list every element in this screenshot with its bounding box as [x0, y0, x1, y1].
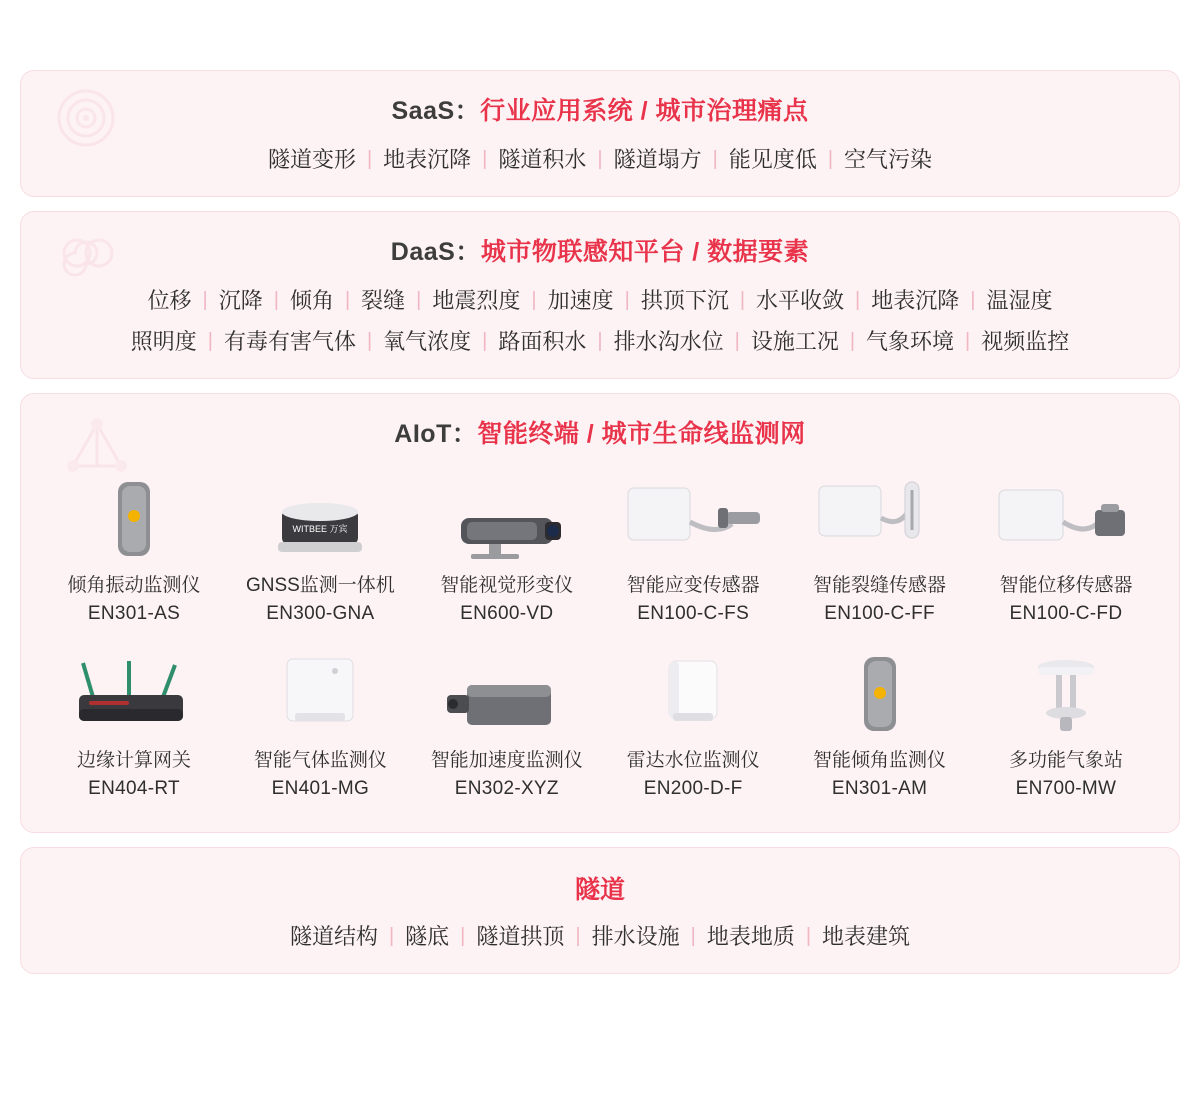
device-card[interactable]	[981, 645, 1151, 802]
device-model: EN302-XYZ	[454, 777, 559, 799]
chip-separator: |	[207, 329, 213, 352]
chip-separator: |	[531, 288, 537, 311]
device-card[interactable]	[981, 470, 1151, 627]
chip-item: 隧道变形	[267, 147, 356, 172]
device-card[interactable]	[795, 470, 965, 627]
chip-separator: |	[712, 147, 718, 170]
layer-title-daas	[21, 212, 1179, 274]
chip-separator: |	[805, 924, 812, 947]
device-name: 智能倾角监测仪	[813, 750, 947, 772]
chip-item: 拱顶下沉	[640, 288, 729, 313]
layer-title-text-saas: 行业应用系统 / 城市治理痛点	[480, 97, 809, 125]
chip-item: 隧底	[405, 924, 450, 950]
chip-separator: |	[388, 924, 395, 947]
layer-prefix-daas: DaaS：	[390, 238, 481, 266]
chip-item: 隧道积水	[498, 147, 587, 172]
layer-card-tunnel	[20, 847, 1180, 974]
device-card[interactable]	[795, 645, 965, 802]
edge-gateway-icon	[49, 645, 219, 737]
chip-separator: |	[575, 924, 581, 947]
device-model: EN401-MG	[271, 777, 370, 799]
chip-item: 加速度	[547, 288, 614, 313]
device-model: EN100-C-FS	[637, 602, 750, 624]
gas-monitor-icon	[235, 645, 405, 737]
chip-separator: |	[482, 147, 488, 170]
chip-separator: |	[482, 329, 488, 352]
layer-title-text-daas: 城市物联感知平台 / 数据要素	[480, 238, 810, 266]
vision-camera-icon	[422, 470, 592, 562]
strain-sensor-icon	[608, 470, 778, 562]
device-model: EN700-MW	[1015, 777, 1117, 799]
device-row	[31, 470, 1169, 627]
device-name: 智能裂缝传感器	[813, 575, 947, 596]
device-model: EN404-RT	[88, 777, 180, 799]
device-model: EN301-AM	[831, 777, 928, 799]
chip-separator: |	[416, 288, 422, 311]
layer-title-text-aiot: 智能终端 / 城市生命线监测网	[477, 420, 806, 448]
chip-item: 地表沉降	[383, 147, 472, 172]
chip-item: 排水沟水位	[613, 329, 724, 354]
chip-item: 倾角	[289, 288, 334, 313]
device-name: 边缘计算网关	[76, 750, 191, 772]
chip-row	[21, 133, 1179, 196]
chip-item: 地表地质	[706, 924, 795, 950]
chip-item: 氧气浓度	[383, 329, 472, 354]
chip-item: 能见度低	[728, 147, 817, 172]
layer-prefix-saas: SaaS：	[391, 97, 481, 125]
gnss-receiver-icon	[235, 470, 405, 562]
chip-separator: |	[273, 288, 279, 311]
device-name: 智能位移传感器	[999, 575, 1133, 596]
chip-item: 温湿度	[986, 288, 1053, 313]
chip-separator: |	[965, 329, 971, 352]
chip-row	[21, 315, 1179, 378]
chip-separator: |	[734, 329, 740, 352]
chip-item: 地表建筑	[822, 924, 911, 950]
chip-item: 地震烈度	[432, 288, 521, 313]
device-card[interactable]	[49, 645, 219, 802]
chip-separator: |	[739, 288, 746, 311]
chip-separator: |	[827, 147, 834, 170]
chip-separator: |	[366, 329, 373, 352]
chip-row	[21, 274, 1179, 315]
device-name: 智能气体监测仪	[253, 750, 387, 772]
device-grid	[21, 456, 1179, 832]
chip-item: 有毒有害气体	[223, 329, 356, 354]
chip-separator: |	[202, 288, 208, 311]
chip-separator: |	[690, 924, 696, 947]
device-model: EN300-GNA	[266, 602, 375, 624]
device-card[interactable]	[608, 645, 778, 802]
svg-text:WITBEE 万宾: WITBEE 万宾	[292, 524, 348, 534]
device-name: 智能加速度监测仪	[430, 750, 583, 772]
device-card[interactable]	[422, 645, 592, 802]
chip-item: 视频监控	[981, 329, 1070, 354]
chip-item: 隧道塌方	[613, 147, 702, 172]
chip-separator: |	[366, 147, 373, 170]
chip-separator: |	[597, 147, 603, 170]
chip-item: 气象环境	[866, 329, 955, 354]
device-name: 多功能气象站	[1008, 750, 1123, 772]
chip-item: 地表沉降	[871, 288, 960, 313]
chip-item: 裂缝	[361, 288, 406, 313]
device-name: 智能视觉形变仪	[440, 575, 574, 596]
chip-separator: |	[849, 329, 856, 352]
layer-prefix-aiot: AIoT：	[394, 420, 478, 448]
device-model: EN301-AS	[87, 602, 181, 624]
chip-item: 设施工况	[750, 329, 839, 354]
tilt-vibration-sensor-icon	[49, 470, 219, 562]
accelerometer-icon	[422, 645, 592, 737]
device-model: EN600-VD	[460, 602, 554, 624]
chip-item: 照明度	[130, 329, 197, 354]
layer-card-daas	[20, 211, 1180, 379]
device-model: EN200-D-F	[643, 777, 743, 799]
device-card[interactable]	[422, 470, 592, 627]
device-card[interactable]	[608, 470, 778, 627]
device-card[interactable]	[49, 470, 219, 627]
tilt-monitor-icon	[795, 645, 965, 737]
device-card[interactable]	[235, 645, 405, 802]
layer-card-saas	[20, 70, 1180, 197]
chip-item: 水平收敛	[756, 288, 845, 313]
tunnel-title: 隧道	[574, 876, 625, 905]
chip-item: 路面积水	[498, 329, 587, 354]
device-model: EN100-C-FF	[824, 602, 935, 624]
layer-title-saas	[21, 71, 1179, 133]
crack-sensor-icon	[795, 470, 965, 562]
layer-card-aiot	[20, 393, 1180, 833]
chip-item: 排水设施	[591, 924, 680, 950]
chip-separator: |	[855, 288, 861, 311]
device-name: 智能应变传感器	[626, 575, 760, 596]
chip-separator: |	[344, 288, 351, 311]
chip-separator: |	[970, 288, 976, 311]
weather-station-icon	[981, 645, 1151, 737]
device-name: 倾角振动监测仪	[67, 575, 201, 596]
radar-water-level-icon	[608, 645, 778, 737]
chip-item: 沉降	[218, 288, 263, 313]
chip-item: 空气污染	[844, 147, 933, 172]
layer-title-aiot	[21, 394, 1179, 456]
chip-item: 位移	[147, 288, 192, 313]
device-card[interactable]	[235, 470, 405, 627]
chip-item: 隧道结构	[289, 924, 378, 950]
device-name: 雷达水位监测仪	[626, 750, 760, 772]
device-model: EN100-C-FD	[1009, 602, 1123, 624]
chip-separator: |	[460, 924, 466, 947]
chip-separator: |	[624, 288, 630, 311]
chip-row	[21, 910, 1179, 973]
device-name: GNSS监测一体机	[245, 575, 395, 596]
displacement-sensor-icon	[981, 470, 1151, 562]
chip-separator: |	[597, 329, 603, 352]
device-row	[31, 645, 1169, 802]
chip-item: 隧道拱顶	[476, 924, 565, 950]
